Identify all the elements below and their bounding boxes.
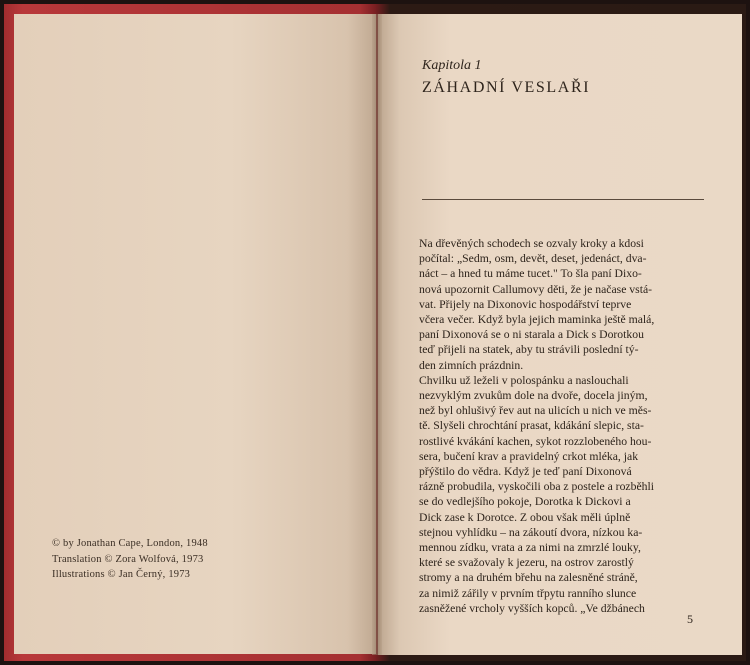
book-gutter (372, 14, 382, 655)
text-line: zasněžené vrcholy vyšších kopců. „Ve džbánech (419, 601, 645, 615)
text-line: stromy a na druhém břehu na zalesněné stráně, (419, 571, 638, 585)
text-line: náct – a hned tu máme tucet." To šla paní Dixo- (419, 267, 642, 281)
text-line: přýštilo do vědra. Když je teď paní Dixonová (419, 465, 632, 479)
chapter-body-text (419, 236, 700, 616)
chapter-title: ZÁHADNÍ VESLAŘI (422, 79, 591, 96)
text-line: Na dřevěných schodech se ozvaly kroky a kdosi (419, 237, 644, 250)
text-line: nezvyklým zvukům dole na dvoře, docela jiným, (419, 389, 648, 403)
page-number: 5 (687, 612, 693, 626)
text-line: se do vedlejšího pokoje, Dorotka k Dickovi a (419, 495, 631, 509)
text-line: tě. Slyšeli chrochtání prasat, kdákání slepic, sta- (419, 419, 644, 433)
text-line: rázně probudila, vyskočili oba z postele a rozběhli (419, 480, 654, 494)
text-line: vat. Přijely na Dixonovic hospodářství teprve (419, 297, 632, 311)
text-line: Chvilku už leželi v polospánku a naslouchali (419, 373, 629, 387)
text-line: nová upozornit Callumovy děti, že je načase vstá- (419, 282, 653, 296)
text-line: sera, bučení krav a pravidelný crkot mléka, jak (419, 449, 639, 463)
chapter-label: Kapitola 1 (422, 58, 482, 73)
text-line: Dick zase k Dorotce. Z obou však měli úplně (419, 510, 631, 524)
text-line: paní Dixonová se o ni starala a Dick s Dorotkou (419, 328, 644, 342)
text-line: včera večer. Když byla jejich maminka ještě malá, (419, 313, 655, 327)
chapter-divider (422, 199, 704, 200)
credit-line: © by Jonathan Cape, London, 1948 (52, 538, 208, 549)
text-line: teď přijeli na statek, aby tu strávili poslední tý- (419, 343, 639, 357)
text-line: které se svažovaly k jezeru, na ostrov zarostlý (419, 556, 634, 570)
text-line: než byl ohlušivý řev aut na ulicích u nich ve měs- (419, 404, 652, 418)
text-line: stejnou vyhlídku – na zákoutí dvora, nízkou ka- (419, 525, 643, 539)
credit-line: Illustrations © Jan Černý, 1973 (52, 569, 191, 580)
copyright-credits (52, 536, 208, 583)
text-line: počítal: „Sedm, osm, devět, deset, jedenáct, dva- (419, 252, 647, 266)
text-line: mennou zídku, vrata a za nimi na zmrzlé louky, (419, 541, 641, 555)
text-line: rostlivé kvákání kachen, sykot rozzlobeného hou- (419, 434, 652, 448)
text-line: za nimiž zářily v prvním třpytu ranního slunce (419, 586, 637, 600)
credit-line: Translation © Zora Wolfová, 1973 (52, 553, 204, 565)
text-line: den zimních prázdnin. (419, 358, 524, 372)
